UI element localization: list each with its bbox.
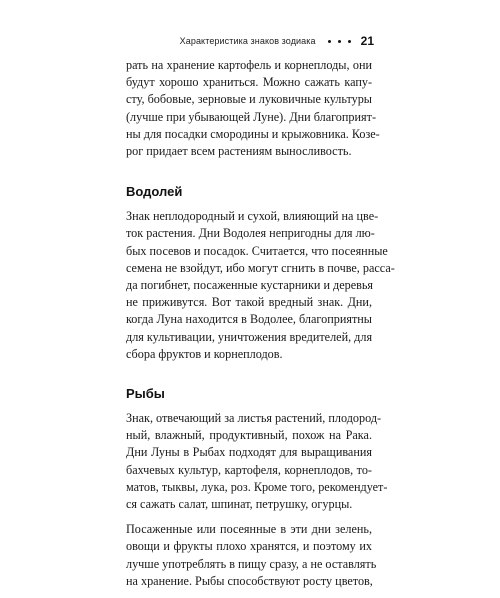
text-line: семена не взойдут, ибо могут сгнить в почве, расса- <box>126 260 395 275</box>
pisces-paragraph-1 <box>126 410 388 513</box>
dot-icon <box>328 40 331 43</box>
text-line: сту, бобовые, зерновые и луковичные культуры <box>126 92 372 107</box>
text-line: рать на хранение картофель и корнеплоды, они <box>126 58 372 72</box>
text-line: бахчевых культур, картофеля, корнеплодов, то- <box>126 462 372 477</box>
intro-paragraph <box>126 57 380 160</box>
text-line: овощи и фрукты плохо хранятся, и поэтому их <box>126 539 372 554</box>
dot-icon <box>348 40 351 43</box>
text-line: Знак неплодородный и сухой, влияющий на цве- <box>126 209 379 224</box>
text-line: будут хорошо храниться. Можно сажать капу- <box>126 75 372 90</box>
text-line: Дни Луны в Рыбах подходят для выращивания <box>126 445 372 460</box>
pisces-paragraph-2 <box>126 521 377 590</box>
text-line: когда Луна находится в Водолее, благоприятны <box>126 312 372 327</box>
running-header-title: Характеристика знаков зодиака <box>179 36 316 46</box>
text-line: матов, тыквы, лука, роз. Кроме того, рекомендует- <box>126 479 388 494</box>
text-line: на хранение. Рыбы способствуют росту цветов, <box>126 573 373 588</box>
text-line: для культивации, уничтожения вредителей, для <box>126 329 373 344</box>
header-dots-ornament <box>328 40 351 43</box>
section-heading-pisces: Рыбы <box>126 386 165 402</box>
running-header <box>126 33 374 49</box>
dot-icon <box>338 40 341 43</box>
text-line: да погибнет, посаженные кустарники и деревья <box>126 278 374 293</box>
text-line: Знак, отвечающий за листья растений, плодород- <box>126 411 382 426</box>
text-line: бых посевов и посадок. Считается, что посеянные <box>126 243 388 258</box>
text-line: (лучше при убывающей Луне). Дни благоприят- <box>126 109 377 124</box>
text-line: лучше употреблять в пищу сразу, а не оставлять <box>126 556 377 571</box>
page-body <box>126 57 395 598</box>
aquarius-paragraph <box>126 208 395 363</box>
text-line: ся сажать салат, шпинат, петрушку, огурцы. <box>126 497 353 512</box>
text-line: рог придает всем растениям выносливость. <box>126 144 352 159</box>
text-line: сбора фруктов и корнеплодов. <box>126 346 283 361</box>
page-number: 21 <box>360 34 374 48</box>
text-line: ток растения. Дни Водолея непригодны для лю- <box>126 226 375 241</box>
text-line: ный, влажный, продуктивный, похож на Рака. <box>126 428 372 443</box>
text-line: не приживутся. Вот такой вредный знак. Дни, <box>126 295 372 310</box>
text-line: ны для посадки смородины и крыжовника. Козе- <box>126 126 380 141</box>
section-heading-aquarius: Водолей <box>126 184 183 200</box>
text-line: Посаженные или посеянные в эти дни зелень, <box>126 522 372 537</box>
